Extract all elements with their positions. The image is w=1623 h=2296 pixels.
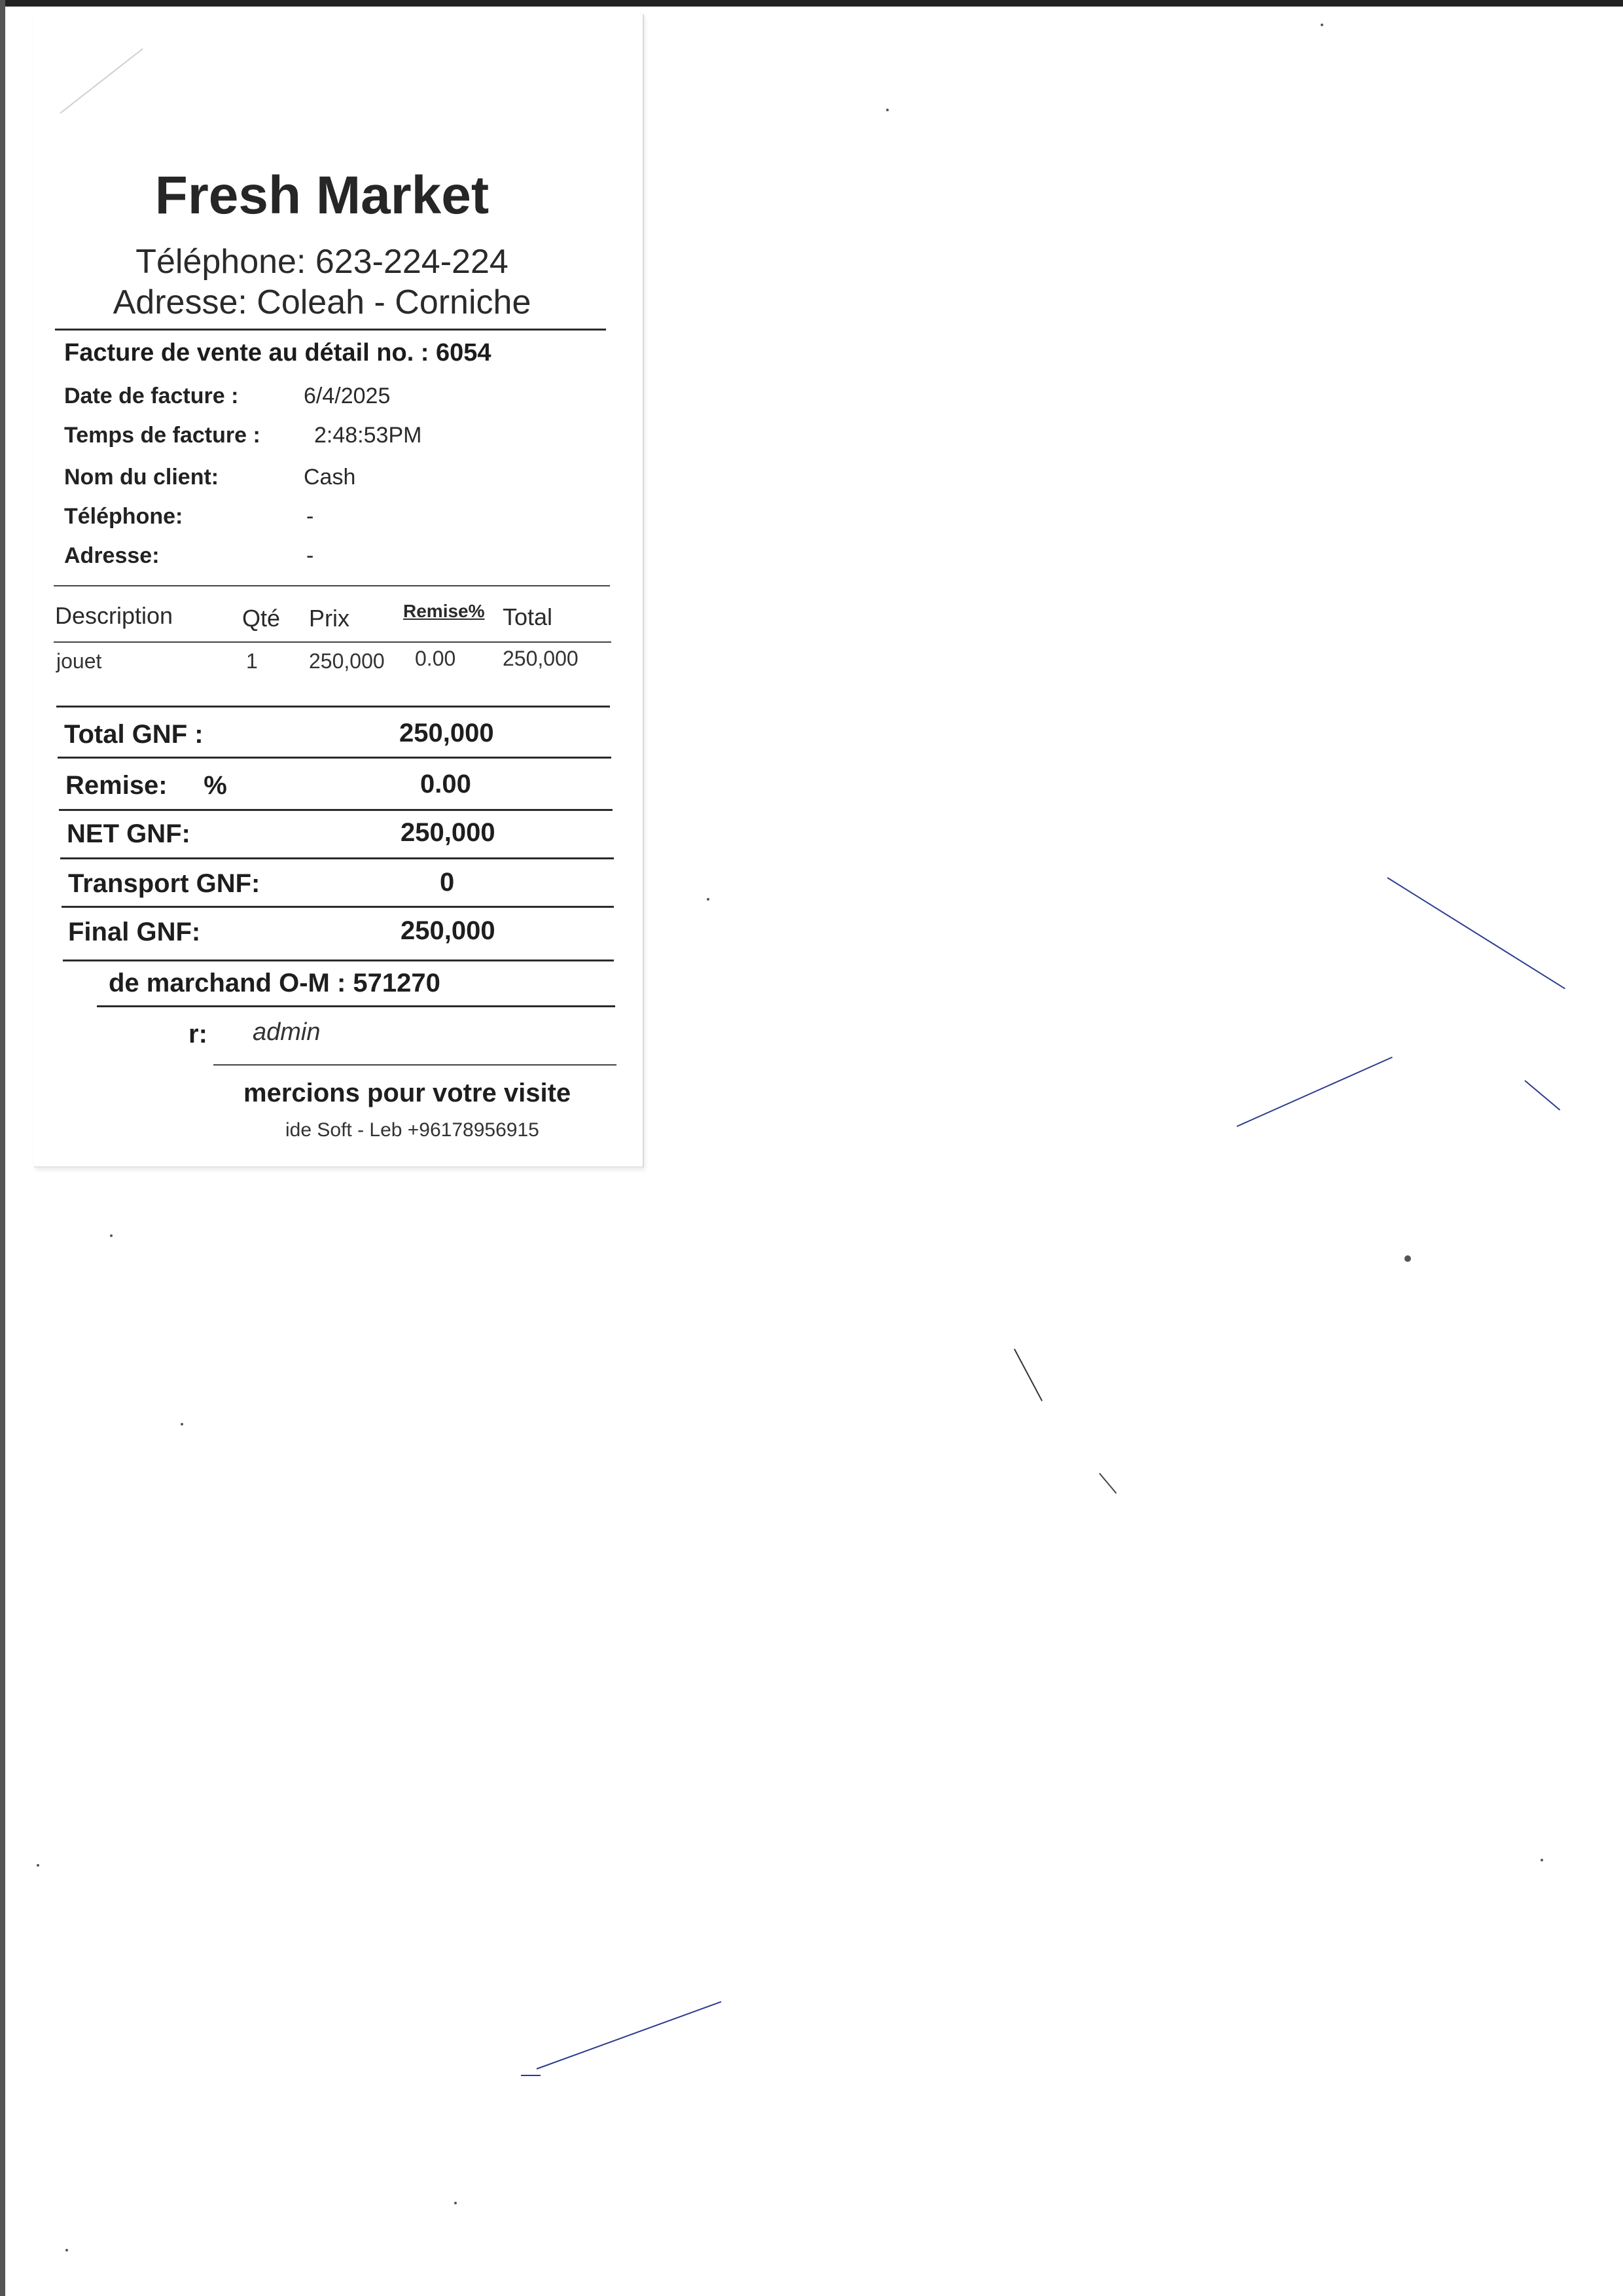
scan-edge-top	[0, 0, 1623, 7]
paper-fold-crease	[60, 48, 143, 114]
final-value: 250,000	[401, 916, 495, 945]
pen-mark	[1237, 1056, 1393, 1127]
store-phone: Téléphone: 623-224-224	[135, 243, 508, 281]
scan-speck	[886, 109, 889, 111]
invoice-title: Facture de vente au détail no. : 6054	[64, 339, 491, 367]
cell-qty: 1	[246, 649, 258, 673]
total-label: Total GNF :	[64, 720, 204, 749]
divider	[56, 706, 610, 708]
scan-speck	[181, 1423, 183, 1426]
receipt-paper	[34, 14, 644, 1168]
info-value-date: 6/4/2025	[304, 384, 391, 408]
discount-value: 0.00	[420, 770, 471, 798]
net-value: 250,000	[401, 818, 495, 847]
pen-mark	[1524, 1080, 1560, 1111]
pen-mark	[521, 2075, 541, 2076]
cell-total: 250,000	[503, 647, 579, 670]
divider	[54, 585, 610, 586]
transport-label: Transport GNF:	[68, 869, 260, 898]
discount-label: Remise: %	[65, 771, 227, 800]
scan-speck	[1321, 24, 1323, 26]
col-header-qty: Qté	[242, 605, 281, 632]
col-header-price: Prix	[309, 605, 349, 632]
net-label: NET GNF:	[67, 819, 190, 848]
scan-speck	[1541, 1859, 1543, 1861]
software-credit: ide Soft - Leb +96178956915	[285, 1119, 539, 1141]
user-value: admin	[253, 1018, 321, 1046]
divider	[58, 757, 611, 759]
divider	[62, 906, 614, 908]
info-value-client: Cash	[304, 465, 356, 490]
info-label-phone: Téléphone:	[64, 504, 183, 529]
col-header-description: Description	[55, 602, 173, 629]
divider	[55, 329, 606, 331]
transport-value: 0	[440, 868, 455, 897]
cell-price: 250,000	[309, 649, 385, 673]
col-header-total: Total	[503, 603, 553, 630]
scan-speck	[454, 2202, 457, 2204]
scan-speck	[707, 898, 709, 901]
pen-mark	[1014, 1349, 1043, 1401]
info-value-phone: -	[306, 504, 314, 529]
info-label-address: Adresse:	[64, 543, 160, 568]
info-value-time: 2:48:53PM	[314, 423, 422, 448]
scan-speck	[110, 1234, 113, 1237]
divider	[54, 641, 611, 643]
user-label: r:	[188, 1020, 207, 1049]
pen-mark	[1099, 1473, 1116, 1494]
thank-you-message: mercions pour votre visite	[243, 1079, 571, 1107]
divider	[97, 1005, 615, 1007]
scan-speck	[37, 1864, 39, 1867]
store-address: Adresse: Coleah - Corniche	[113, 283, 531, 321]
divider	[59, 809, 613, 811]
merchant-code: de marchand O-M : 571270	[109, 969, 440, 997]
divider	[60, 857, 614, 859]
col-header-discount: Remise%	[403, 601, 485, 621]
pen-mark	[537, 2001, 722, 2069]
divider	[213, 1064, 616, 1066]
cell-discount: 0.00	[415, 647, 456, 670]
info-label-client: Nom du client:	[64, 465, 219, 490]
scan-edge-left	[0, 0, 5, 2296]
info-label-time: Temps de facture :	[64, 423, 260, 448]
scan-speck	[65, 2249, 68, 2251]
divider	[63, 960, 614, 961]
final-label: Final GNF:	[68, 918, 201, 946]
store-name: Fresh Market	[154, 166, 490, 225]
info-label-date: Date de facture :	[64, 384, 239, 408]
info-value-address: -	[306, 543, 314, 568]
scan-speck	[1404, 1255, 1411, 1262]
total-value: 250,000	[399, 719, 494, 747]
pen-mark	[1387, 877, 1565, 989]
cell-description: jouet	[56, 649, 102, 673]
